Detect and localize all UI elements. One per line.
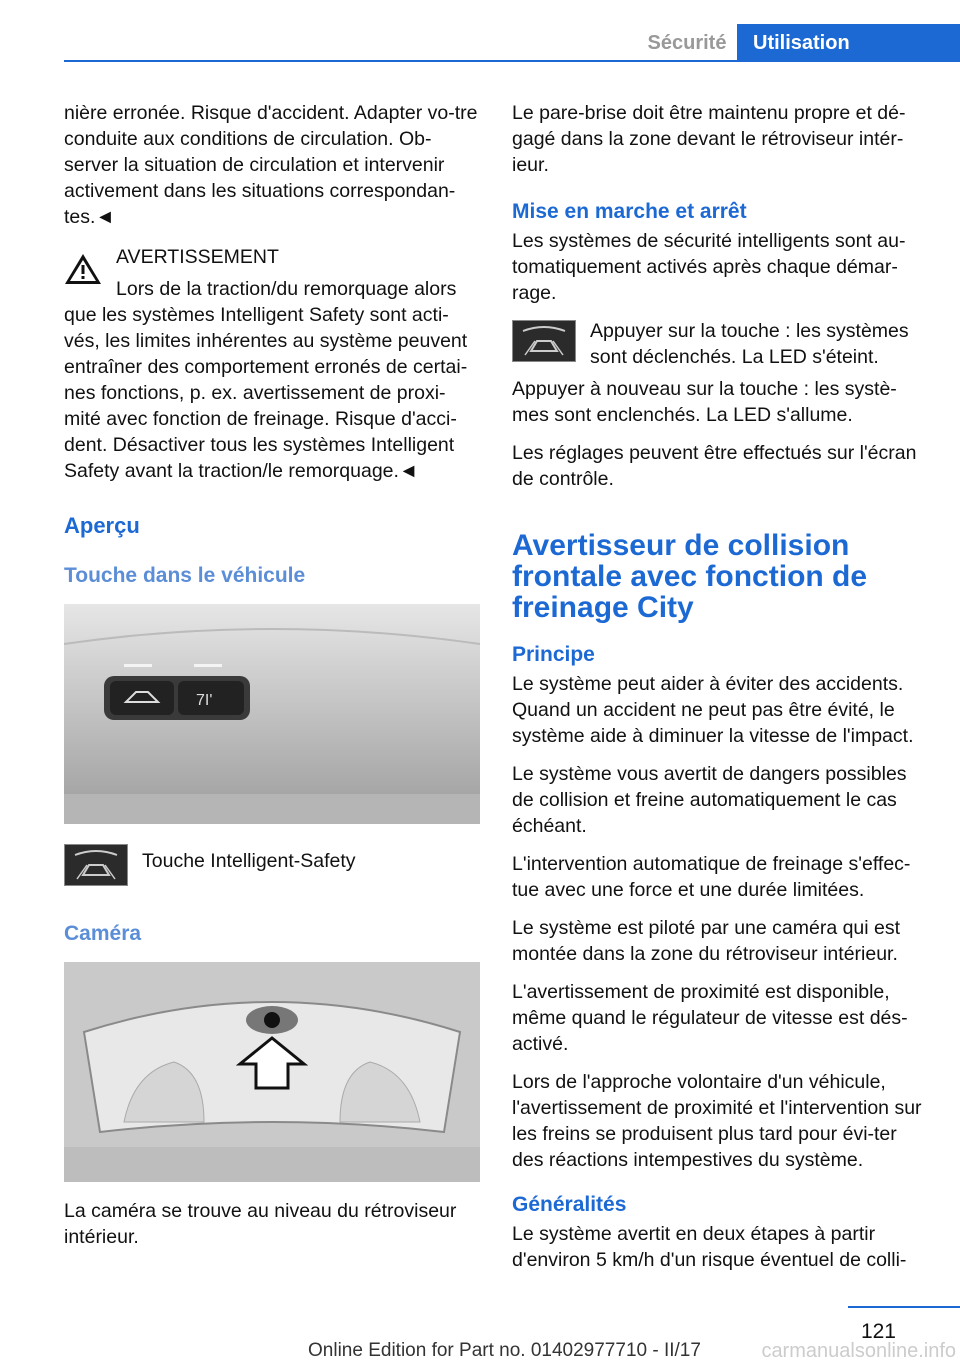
right-column xyxy=(512,100,928,1285)
icon-caption-row xyxy=(64,844,480,886)
caption-touche: Touche Intelligent-Safety xyxy=(142,850,356,872)
intelligent-safety-button-icon xyxy=(64,844,128,886)
footer-rule xyxy=(848,1306,960,1308)
warning-box xyxy=(64,244,480,484)
intelligent-safety-button-icon xyxy=(512,320,576,362)
button-panel-photo xyxy=(64,604,480,824)
paragraph: Le pare-brise doit être maintenu propre et dé-gagé dans la zone devant le rétroviseur intér-ieur. xyxy=(512,102,906,176)
heading-apercu: Aperçu xyxy=(64,513,140,538)
heading-touche: Touche dans le véhicule xyxy=(64,564,306,587)
header-bar xyxy=(64,24,960,62)
icon-instruction-row xyxy=(512,318,928,370)
paragraph: Appuyer à nouveau sur la touche : les systè-mes sont enclenchés. La LED s'allume. xyxy=(512,378,897,426)
heading-generalites: Généralités xyxy=(512,1193,627,1216)
tab-securite[interactable]: Sécurité xyxy=(647,32,727,54)
watermark: carmanualsonline.info xyxy=(761,1340,956,1362)
paragraph: L'avertissement de proximité est disponible, même quand le régulateur de vitesse est dés-activé. xyxy=(512,981,908,1055)
warning-icon xyxy=(64,252,102,286)
left-column xyxy=(64,100,480,1262)
paragraph: Les systèmes de sécurité intelligents sont au-tomatiquement activés après chaque démar-rage. xyxy=(512,230,906,304)
camera-photo xyxy=(64,962,480,1182)
page-number: 121 xyxy=(860,1320,896,1343)
heading-mise-en-marche: Mise en marche et arrêt xyxy=(512,200,747,223)
header-rule xyxy=(64,60,960,62)
paragraph: Le système peut aider à éviter des accidents. Quand un accident ne peut pas être évité, le système aide à diminuer la vitesse de l'impact. xyxy=(512,673,914,747)
heading-camera: Caméra xyxy=(64,922,142,945)
svg-text:7I': 7I' xyxy=(196,692,213,709)
paragraph: Lors de l'approche volontaire d'un véhicule, l'avertissement de proximité et l'intervention sur les freins se produisent plus tard pour évi-ter des réactions intempestives du système. xyxy=(512,1071,922,1171)
paragraph: Les réglages peuvent être effectués sur l'écran de contrôle. xyxy=(512,442,917,490)
paragraph: L'intervention automatique de freinage s'effec-tue avec une force et une durée limitées. xyxy=(512,853,911,901)
instruction-text: Appuyer sur la touche : les systèmes sont déclenchés. La LED s'éteint. xyxy=(590,320,909,368)
edition-text: Online Edition for Part no. 01402977710 - II/17 xyxy=(308,1340,701,1361)
paragraph-camera: La caméra se trouve au niveau du rétroviseur intérieur. xyxy=(64,1200,457,1248)
paragraph: nière erronée. Risque d'accident. Adapter vo-tre conduite aux conditions de circulation. Ob-server la situation de circulation et intervenir activement dans les situations correspondan-tes.◄ xyxy=(64,102,478,228)
section-title: Avertisseur de collision frontale avec fonction de freinage City xyxy=(512,529,868,624)
warning-text: Lors de la traction/du remorquage alors que les systèmes Intelligent Safety sont acti-vés, les limites inhérentes au système peuvent entraîner des comportement erronés de certai-nes fonctions, p. ex. avertissement de proxi-mité avec fonction de freinage. Risque d'acci-dent. Désactiver tous les systèmes Intelligent Safety avant la traction/le remorquage.◄ xyxy=(64,278,468,482)
paragraph: Le système avertit en deux étapes à partir d'environ 5 km/h d'un risque éventuel de colli- xyxy=(512,1223,907,1271)
heading-principe: Principe xyxy=(512,643,595,666)
paragraph: Le système est piloté par une caméra qui est montée dans la zone du rétroviseur intérieur. xyxy=(512,917,901,965)
tab-utilisation[interactable]: Utilisation xyxy=(737,24,960,62)
paragraph: Le système vous avertit de dangers possibles de collision et freine automatiquement le cas échéant. xyxy=(512,763,907,837)
warning-title: AVERTISSEMENT xyxy=(116,246,279,268)
